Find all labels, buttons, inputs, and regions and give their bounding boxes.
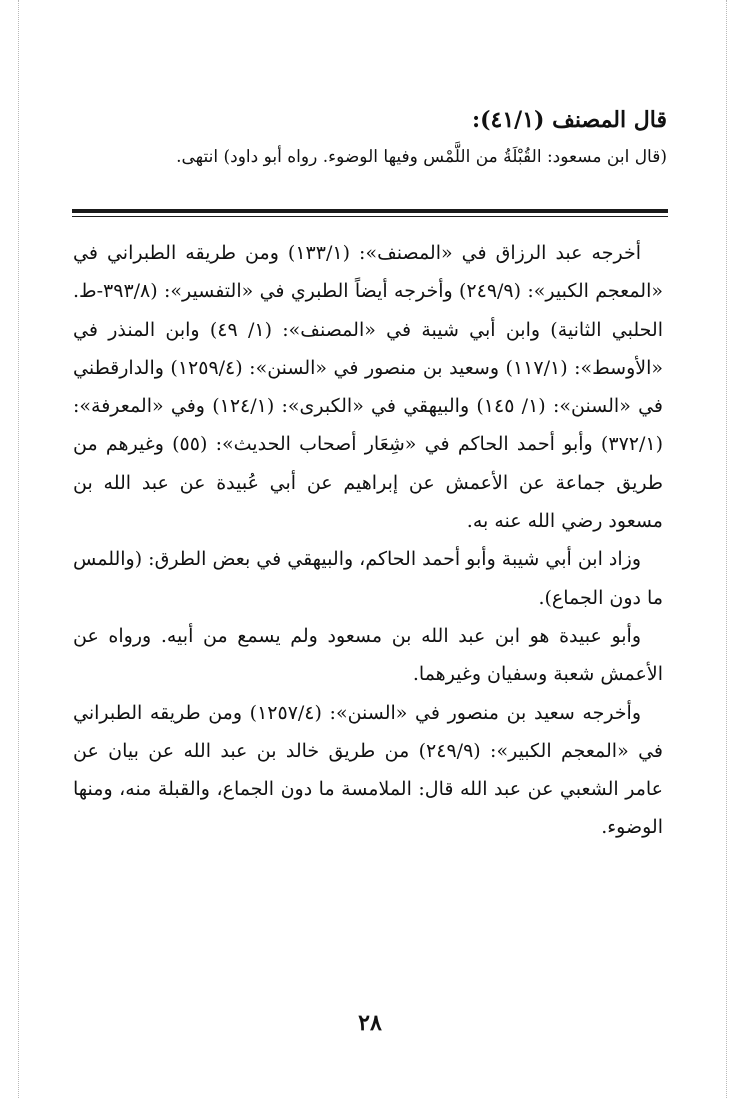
- header-divider-thin: [72, 216, 668, 217]
- paragraph-takhrij-2: وأخرجه سعيد بن منصور في «السنن»: (١٢٥٧/٤) ومن طريقه الطبراني في «المعجم الكبير»: (٢٤٩/٩) من طريق خالد بن عبد الله عن بيان عن عامر الشعبي عن عبد الله قال: الملامسة ما دون الجماع، والقبلة منه، ومنها الوضوء.: [73, 701, 663, 839]
- header-divider-thick: [72, 209, 668, 213]
- paragraph-takhrij-1: أخرجه عبد الرزاق في «المصنف»: (١٣٣/١) ومن طريقه الطبراني في «المعجم الكبير»: (٢٤٩/٩) وأخرجه أيضاً الطبري في «التفسير»: (٣٩٣/٨-ط. الحلبي الثانية) وابن أبي شيبة في «المصنف»: (١/ ٤٩) وابن المنذر في «الأوسط»: (١١٧/١) وسعيد بن منصور في «السنن»: (١٢٥٩/٤) والدارقطني في «السنن»: (١/ ١٤٥) والبيهقي في «الكبرى»: (١٢٤/١) وفي «المعرفة»: (٣٧٢/١) وأبو أحمد الحاكم في «شِعَار أصحاب الحديث»: (٥٥) وغيرهم من طريق جماعة عن الأعمش عن إبراهيم عن أبي عُبيدة عن عبد الله بن مسعود رضي الله عنه به.: [73, 242, 664, 533]
- section-header: [67, 100, 667, 174]
- section-quote: (قال ابن مسعود: القُبْلَةُ من اللَّمْس وفيها الوضوء. رواه أبو داود) انتهى.: [176, 147, 667, 167]
- section-title: قال المصنف (٤١/١):: [472, 107, 667, 133]
- body-text: [73, 234, 663, 847]
- left-margin-guide: [18, 0, 19, 1098]
- paragraph-note: وأبو عبيدة هو ابن عبد الله بن مسعود ولم يسمع من أبيه. ورواه عن الأعمش شعبة وسفيان وغيرهما.: [73, 624, 663, 686]
- page-number: ٢٨: [358, 1010, 382, 1036]
- right-margin-guide: [726, 0, 727, 1098]
- paragraph-addition: وزاد ابن أبي شيبة وأبو أحمد الحاكم، والبيهقي في بعض الطرق: (واللمس ما دون الجماع).: [72, 548, 663, 609]
